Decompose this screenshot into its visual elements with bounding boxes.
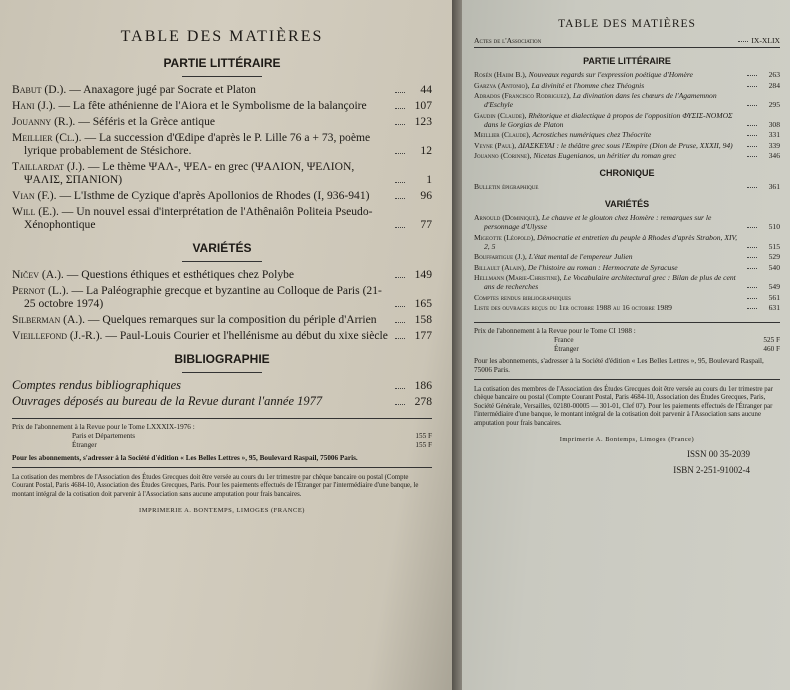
page-number: 165: [414, 297, 432, 310]
entry-author: Ničev (A.).: [12, 268, 64, 281]
page-number: 158: [414, 313, 432, 326]
entry-author: Billault (Alain),: [474, 262, 526, 272]
entry-author: Gaudin (Claude),: [474, 110, 527, 120]
entry-author: Bouffartigue (J.),: [474, 252, 527, 261]
entry-text: [12, 131, 392, 157]
toc-entry: [474, 213, 780, 231]
entry-title: — Le thème ΨΑΛ-, ΨΕΛ- en grec (ΨΑΛΙΟΝ, ΨΕΛΙΟΝ, ΨΑΛΙΣ, ΣΠΑΝΙΟΝ): [24, 160, 355, 186]
page-number: 96: [420, 189, 432, 202]
entry-text: [474, 70, 744, 79]
entry-text: [12, 395, 392, 408]
leader-dots: [395, 92, 405, 93]
entry-text: [12, 160, 392, 186]
page-number: 339: [768, 140, 780, 150]
entry-author: Garzya (Antonio),: [474, 80, 530, 90]
entry-text: [12, 284, 392, 310]
membership-note: La cotisation des membres de l'Association des Études Grecques doit être versée au cours du 1er trimestre par chèque bancaire ou postal (Compte Courant Postal, Paris 4684-10, Association des Études Grecques, Paris, Société Générale, Versailles, 02180-00005 — 301-01, Clef 07). Pour les paiements effectués de l'Étranger par l'intermédiaire d'une banque, le montant intégral de la cotisation doit parvenir à l'Association sans aucune amputation pour frais bancaires.: [474, 386, 773, 427]
entry-title: Le chauve et le glouton chez Homère : remarques sur le personnage d'Ulysse: [484, 213, 712, 231]
page-number: 515: [768, 241, 780, 251]
toc-entry: [12, 83, 432, 96]
toc-entry: [474, 81, 780, 90]
isbn-number: ISBN 2-251-91002-4: [673, 465, 750, 476]
toc-entry: [474, 36, 780, 45]
entry-text: [12, 83, 392, 96]
entry-title: — Quelques remarques sur la composition du périple d'Arrien: [87, 313, 377, 326]
divider: [474, 47, 780, 48]
entry-text: [12, 205, 392, 231]
leader-dots: [747, 247, 757, 248]
entry-author: Hellmann (Marie-Christine),: [474, 273, 562, 282]
price-value: 155 F: [415, 432, 432, 440]
entry-title: La divinité et l'homme chez Théognis: [531, 80, 645, 90]
entry-text: [474, 213, 744, 231]
toc-list: [12, 268, 432, 342]
page-number: 284: [768, 80, 780, 90]
section-heading: BIBLIOGRAPHIE: [174, 352, 270, 366]
toc-list: [12, 379, 432, 408]
entry-title: — Séféris et la Grèce antique: [78, 115, 216, 128]
toc-entry: [12, 99, 432, 112]
entry-author: Meillier (Cl.).: [12, 131, 82, 144]
entry-title: Ouvrages déposés au bureau de la Revue durant l'année 1977: [12, 394, 323, 408]
toc-list: [474, 182, 780, 191]
entry-title: Rhétorique et dialectique à propos de l'opposition ΦΥΣΙΣ-ΝΟΜΟΣ dans le Gorgias de Platon: [484, 110, 733, 129]
entry-author: Liste des ouvrages reçus du 1er octobre 1988 au 16 octobre 1989: [474, 303, 672, 312]
page-number: 1: [426, 173, 432, 186]
page-number: 44: [420, 83, 432, 96]
page-number: 346: [768, 151, 780, 160]
leader-dots: [395, 182, 405, 183]
leader-dots: [747, 287, 757, 288]
entry-title: — La succession d'Œdipe d'après le P. Lille 76 a + 73, poème lyrique probablement de Stésichore.: [24, 131, 371, 157]
entry-title: ΔΙΑΣΚΕΥΑΙ : le théâtre grec sous l'Empire (Dion de Pruse, XXXII, 94): [518, 140, 733, 150]
entry-title: — L'Isthme de Cyzique d'après Apollonios de Rhodes (I, 936-941): [59, 189, 370, 202]
section-heading: VARIÉTÉS: [604, 199, 650, 209]
entry-title: Comptes rendus bibliographiques: [12, 378, 181, 392]
entry-title: — Paul-Louis Courier et l'hellénisme au début du xixe siècle: [105, 329, 388, 342]
issn-number: ISSN 00 35-2039: [686, 449, 750, 460]
page-number: 186: [414, 379, 432, 392]
toc-list: [474, 70, 780, 160]
leader-dots: [747, 86, 757, 87]
toc-entry: [474, 273, 780, 291]
leader-dots: [395, 124, 405, 125]
printer-line: Imprimerie A. Bontemps, Limoges (France): [559, 436, 695, 444]
page-number: 278: [414, 395, 432, 408]
toc-entry: [474, 233, 780, 251]
page-number: 361: [768, 182, 780, 191]
entry-author: Vieillefond (J.-R.).: [12, 329, 103, 342]
toc-entry: [474, 182, 780, 191]
entry-title: L'état mental de l'empereur Julien: [528, 252, 633, 261]
entry-author: Jouanno (Corinne),: [474, 151, 532, 160]
price-label: Étranger: [554, 345, 579, 353]
leader-dots: [747, 308, 757, 309]
leader-dots: [747, 298, 757, 299]
page-number: 149: [414, 268, 432, 281]
leader-dots: [395, 108, 405, 109]
entry-title: — La fête athénienne de l'Aiora et le Symbolisme de la balançoire: [58, 99, 367, 112]
toc-entry: [12, 268, 432, 281]
toc-list: [12, 83, 432, 231]
leader-dots: [395, 153, 405, 154]
entry-author: Silberman (A.).: [12, 313, 86, 326]
entry-author: Adrados (Francisco Rodriguez),: [474, 91, 571, 100]
entry-author: Veyne (Paul),: [474, 140, 517, 150]
toc-entry: [474, 91, 780, 109]
leader-dots: [747, 257, 757, 258]
leader-dots: [395, 198, 405, 199]
leader-dots: [395, 338, 405, 339]
price-label: Paris et Départements: [72, 432, 136, 440]
divider: [182, 76, 262, 77]
page-number: 123: [414, 115, 432, 128]
leader-dots: [747, 227, 757, 228]
entry-text: [474, 130, 744, 139]
leader-dots: [395, 277, 405, 278]
page-number: 631: [768, 303, 780, 312]
section-heading: CHRONIQUE: [599, 168, 655, 178]
toc-entry: [12, 115, 432, 128]
entry-title: La divination dans les chœurs de l'Agamemnon d'Eschyle: [484, 91, 717, 109]
page-number: 510: [768, 222, 780, 231]
entry-text: [474, 151, 744, 160]
entry-author: Taillardat (J.).: [12, 160, 85, 173]
toc-entry: [12, 284, 432, 310]
entry-author: Comptes rendus bibliographiques: [474, 292, 571, 302]
entry-text: [474, 263, 744, 272]
price-value: 460 F: [763, 345, 780, 353]
leader-dots: [395, 404, 405, 405]
page-number: 549: [768, 282, 780, 291]
entry-text: [474, 36, 735, 45]
entry-title: — Anaxagore jugé par Socrate et Platon: [69, 83, 256, 96]
entry-author: Arnould (Dominique),: [474, 213, 540, 222]
entry-author: Babut (D.).: [12, 83, 67, 96]
price-line: Prix de l'abonnement à la Revue pour le Tome CI 1988 :: [474, 327, 636, 335]
entry-text: [474, 293, 744, 302]
page-number: 561: [768, 292, 780, 302]
entry-title: Le Vocabulaire architectural grec : Bilan de plus de cent ans de recherches: [484, 273, 736, 291]
toc-entry: [474, 70, 780, 79]
entry-text: [12, 313, 392, 326]
printer-line: IMPRIMERIE A. BONTEMPS, LIMOGES (FRANCE): [139, 507, 305, 515]
entry-text: [474, 91, 744, 109]
page-number: 107: [414, 99, 432, 112]
toc-entry: [12, 205, 432, 231]
price-label: Étranger: [72, 441, 97, 449]
entry-author: Rosén (Haiim B.),: [474, 70, 527, 79]
toc-entry: [474, 141, 780, 150]
page-number: 529: [768, 252, 780, 261]
leader-dots: [395, 322, 405, 323]
leader-dots: [747, 268, 757, 269]
section-heading: VARIÉTÉS: [192, 241, 252, 255]
entry-title: Nicetas Eugenianos, un héritier du roman grec: [533, 151, 676, 160]
toc-entry: [474, 151, 780, 160]
page-number: 263: [768, 70, 780, 79]
price-value: 155 F: [415, 441, 432, 449]
toc-entry: [12, 189, 432, 202]
entry-title: Acrostiches numériques chez Théocrite: [532, 130, 652, 139]
leader-dots: [395, 306, 405, 307]
page-title: TABLE DES MATIÈRES: [120, 28, 324, 45]
entry-text: [474, 111, 744, 129]
page-number: IX-XLIX: [751, 36, 780, 45]
entry-text: [12, 115, 392, 128]
subscription-address: Pour les abonnements, s'adresser à la Société d'édition « Les Belles Lettres », 95, Boulevard Raspail, 75006 Paris.: [12, 454, 358, 462]
toc-entry: [12, 160, 432, 186]
page-number: 331: [768, 130, 780, 139]
toc-entry: [474, 130, 780, 139]
leader-dots: [738, 41, 748, 42]
price-value: 525 F: [763, 336, 780, 344]
page-number: 540: [768, 262, 780, 272]
entry-text: [474, 233, 744, 251]
right-page: [462, 0, 790, 690]
subscription-address: Pour les abonnements, s'adresser à la Société d'édition « Les Belles Lettres », 95, Boulevard Raspail, 75006 Paris.: [474, 357, 764, 374]
subscription-box: [12, 418, 432, 468]
entry-title: Nouveaux regards sur l'expression poétique d'Homère: [528, 70, 693, 79]
leader-dots: [747, 75, 757, 76]
page-number: 295: [768, 100, 780, 109]
leader-dots: [747, 146, 757, 147]
toc-list: [474, 36, 780, 45]
leader-dots: [747, 105, 757, 106]
toc-entry: [12, 313, 432, 326]
leader-dots: [395, 227, 405, 228]
entry-title: — La Paléographie grecque et byzantine au Colloque de Paris (21-25 octobre 1974): [24, 284, 382, 310]
entry-text: [474, 141, 744, 150]
leader-dots: [747, 135, 757, 136]
toc-entry: [12, 329, 432, 342]
entry-text: [474, 81, 744, 90]
toc-entry: [12, 379, 432, 392]
entry-title: De l'histoire au roman : Hermocrate de Syracuse: [527, 262, 678, 272]
toc-entry: [474, 303, 780, 312]
price-label: France: [554, 336, 574, 344]
page-number: 177: [414, 329, 432, 342]
membership-note: La cotisation des membres de l'Association des Études Grecques doit être versée au cours du 1er trimestre par chèque bancaire ou postal (Compte Courant Postal, Paris 4684-10, Association des Études Grecques, Paris. Pour les paiements effectués de l'Étranger par l'intermédiaire d'une banque, le montant intégral de la cotisation doit parvenir à l'Association sans aucune amputation pour frais bancaires.: [12, 474, 419, 498]
entry-text: [474, 252, 744, 261]
leader-dots: [395, 388, 405, 389]
entry-text: [12, 189, 392, 202]
book-gutter: [452, 0, 462, 690]
entry-text: [12, 268, 392, 281]
entry-author: Migeotte (Léopold),: [474, 232, 536, 242]
entry-author: Actes de l'Association: [474, 36, 542, 45]
toc-entry: [474, 252, 780, 261]
subscription-box: [474, 322, 780, 380]
section-heading: PARTIE LITTÉRAIRE: [583, 56, 671, 66]
entry-text: [12, 379, 392, 392]
leader-dots: [747, 156, 757, 157]
toc-entry: [474, 263, 780, 272]
entry-author: Hani (J.).: [12, 99, 56, 112]
page-title: TABLE DES MATIÈRES: [558, 18, 696, 30]
leader-dots: [747, 187, 757, 188]
entry-author: Pernot (L.).: [12, 284, 69, 297]
entry-author: Jouanny (R.).: [12, 115, 76, 128]
entry-text: [12, 99, 392, 112]
entry-text: [12, 329, 392, 342]
entry-author: Meillier (Claude),: [474, 130, 531, 139]
toc-entry: [12, 395, 432, 408]
entry-text: [474, 303, 744, 312]
entry-text: [474, 273, 744, 291]
entry-title: — Questions éthiques et esthétiques chez Polybe: [66, 268, 295, 281]
page-number: 77: [420, 218, 432, 231]
page-number: 308: [768, 119, 780, 129]
section-heading: PARTIE LITTÉRAIRE: [163, 56, 281, 70]
divider: [182, 372, 262, 373]
entry-author: Vian (F.).: [12, 189, 57, 202]
page-number: 12: [420, 144, 432, 157]
toc-entry: [474, 293, 780, 302]
entry-text: [474, 182, 744, 191]
leader-dots: [747, 125, 757, 126]
entry-title: — Un nouvel essai d'interprétation de l'Athênaiôn Politeia Pseudo-Xénophontique: [24, 205, 373, 231]
toc-entry: [474, 111, 780, 129]
divider: [182, 261, 262, 262]
toc-list: [474, 213, 780, 312]
entry-author: Bulletin épigraphique: [474, 182, 539, 191]
toc-entry: [12, 131, 432, 157]
entry-author: Will (E.).: [12, 205, 59, 218]
price-line: Prix de l'abonnement à la Revue pour le Tome LXXXIX-1976 :: [12, 423, 195, 431]
entry-title: Démocratie et entretien du peuple à Rhodes d'après Strabon, XIV, 2, 5: [484, 232, 738, 251]
